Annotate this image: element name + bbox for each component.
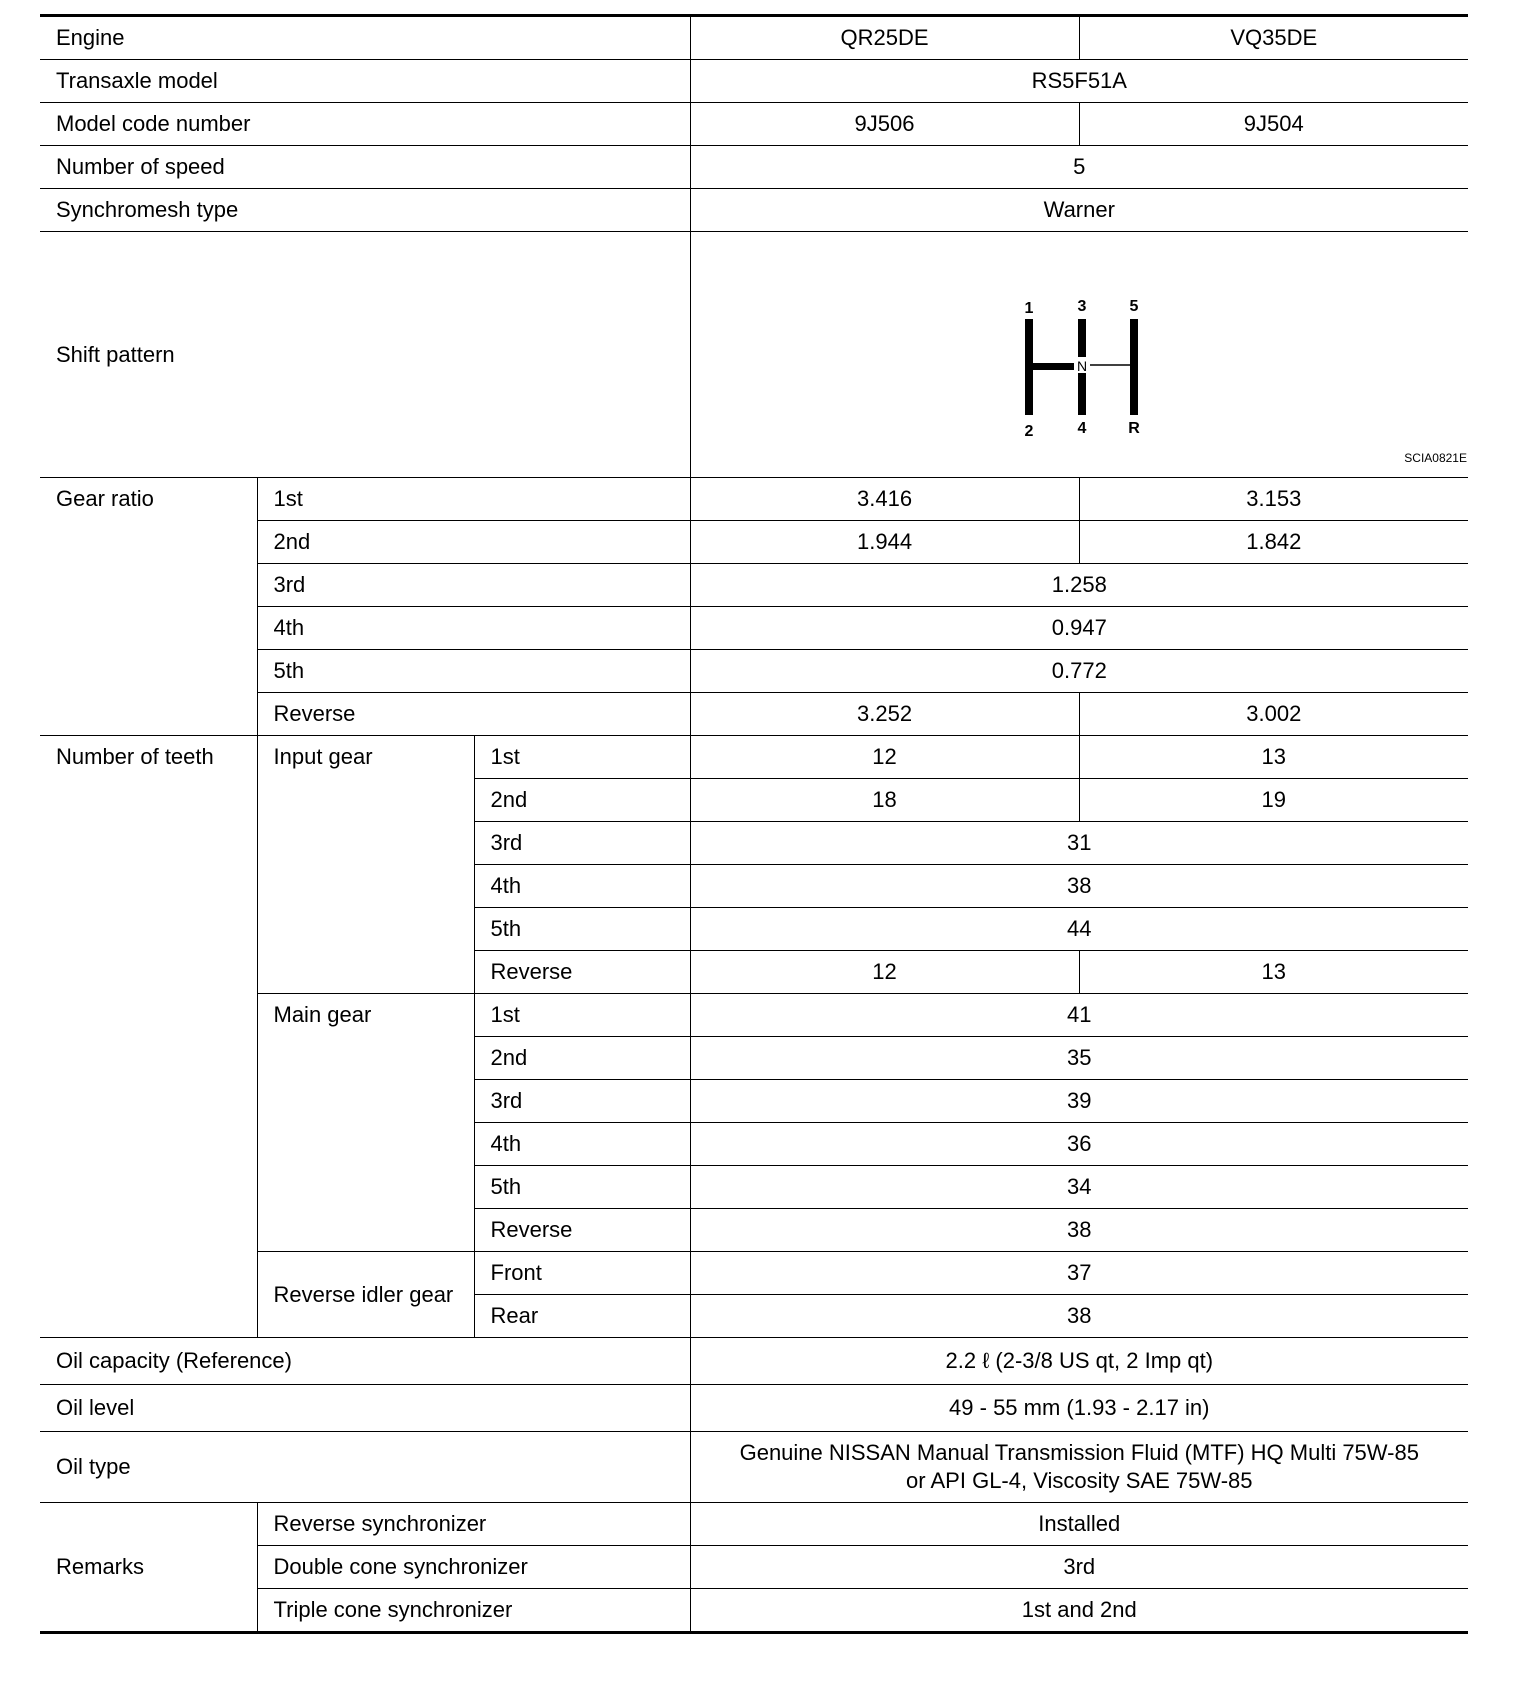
gear-ratio-b: 1.842	[1079, 521, 1468, 564]
oil-type-row	[40, 1432, 1468, 1503]
oil-type-value	[690, 1432, 1468, 1503]
specifications-table	[40, 14, 1468, 1634]
gear-ratio-row	[40, 478, 1468, 521]
model-code-a: 9J506	[690, 103, 1079, 146]
main-gear-value: 35	[690, 1037, 1468, 1080]
number-of-speed-value: 5	[690, 146, 1468, 189]
transaxle-model-row	[40, 60, 1468, 103]
remarks-item: Reverse synchronizer	[257, 1503, 690, 1546]
shift-pattern-row	[40, 232, 1468, 478]
number-of-teeth-label: Number of teeth	[40, 736, 257, 1338]
gear-ratio-gear: Reverse	[257, 693, 690, 736]
input-gear-b: 13	[1079, 951, 1468, 994]
input-gear-gear: 4th	[474, 865, 690, 908]
gear-ratio-label: Gear ratio	[40, 478, 257, 736]
oil-type-line-2: or API GL-4, Viscosity SAE 75W-85	[906, 1468, 1253, 1493]
remarks-row	[40, 1503, 1468, 1546]
gear-1-label: 1	[1024, 300, 1034, 317]
engine-a-header: QR25DE	[690, 16, 1079, 60]
gear-2-label: 2	[1024, 423, 1034, 440]
input-gear-gear: Reverse	[474, 951, 690, 994]
engine-row	[40, 16, 1468, 60]
engine-label: Engine	[40, 16, 690, 60]
gear-ratio-gear: 5th	[257, 650, 690, 693]
input-gear-a: 18	[690, 779, 1079, 822]
synchromesh-label: Synchromesh type	[40, 189, 690, 232]
remarks-label: Remarks	[40, 1503, 257, 1633]
gear-ratio-gear: 1st	[257, 478, 690, 521]
reverse-idler-gear: Front	[474, 1252, 690, 1295]
synchromesh-value: Warner	[690, 189, 1468, 232]
oil-type-line-1: Genuine NISSAN Manual Transmission Fluid (MTF) HQ Multi 75W-85	[739, 1440, 1419, 1465]
gear-ratio-gear: 4th	[257, 607, 690, 650]
input-gear-value: 31	[690, 822, 1468, 865]
gear-ratio-a: 3.252	[690, 693, 1079, 736]
main-gear-value: 36	[690, 1123, 1468, 1166]
main-gear-gear: 1st	[474, 994, 690, 1037]
engine-b-header: VQ35DE	[1079, 16, 1468, 60]
gear-ratio-value: 1.258	[690, 564, 1468, 607]
main-gear-gear: 3rd	[474, 1080, 690, 1123]
model-code-label: Model code number	[40, 103, 690, 146]
gear-ratio-gear: 3rd	[257, 564, 690, 607]
synchromesh-row	[40, 189, 1468, 232]
shift-pattern-icon	[929, 251, 1229, 451]
reverse-idler-label: Reverse idler gear	[257, 1252, 474, 1338]
oil-level-label: Oil level	[40, 1385, 690, 1432]
remarks-value: 1st and 2nd	[690, 1589, 1468, 1633]
input-gear-gear: 2nd	[474, 779, 690, 822]
main-gear-gear: Reverse	[474, 1209, 690, 1252]
input-gear-row	[40, 736, 1468, 779]
gear-ratio-b: 3.153	[1079, 478, 1468, 521]
oil-capacity-value: 2.2 ℓ (2-3/8 US qt, 2 Imp qt)	[690, 1338, 1468, 1385]
input-gear-a: 12	[690, 951, 1079, 994]
remarks-value: Installed	[690, 1503, 1468, 1546]
gear-ratio-gear: 2nd	[257, 521, 690, 564]
gear-ratio-value: 0.947	[690, 607, 1468, 650]
figure-code: SCIA0821E	[1404, 451, 1467, 465]
oil-level-value: 49 - 55 mm (1.93 - 2.17 in)	[690, 1385, 1468, 1432]
input-gear-value: 44	[690, 908, 1468, 951]
input-gear-b: 13	[1079, 736, 1468, 779]
number-of-speed-label: Number of speed	[40, 146, 690, 189]
gear-ratio-a: 3.416	[690, 478, 1079, 521]
input-gear-a: 12	[690, 736, 1079, 779]
input-gear-gear: 3rd	[474, 822, 690, 865]
oil-level-row	[40, 1385, 1468, 1432]
main-gear-value: 38	[690, 1209, 1468, 1252]
gear-r-label: R	[1128, 420, 1141, 437]
shift-pattern-diagram	[929, 251, 1467, 465]
main-gear-value: 34	[690, 1166, 1468, 1209]
oil-type-label: Oil type	[40, 1432, 690, 1503]
neutral-label: N	[1077, 358, 1088, 374]
remarks-value: 3rd	[690, 1546, 1468, 1589]
oil-capacity-label: Oil capacity (Reference)	[40, 1338, 690, 1385]
reverse-idler-value: 37	[690, 1252, 1468, 1295]
gear-3-label: 3	[1077, 298, 1087, 315]
shift-pattern-cell	[690, 232, 1468, 478]
gear-5-label: 5	[1129, 298, 1139, 315]
transaxle-model-label: Transaxle model	[40, 60, 690, 103]
gear-ratio-b: 3.002	[1079, 693, 1468, 736]
gear-ratio-a: 1.944	[690, 521, 1079, 564]
number-of-speed-row	[40, 146, 1468, 189]
main-gear-value: 39	[690, 1080, 1468, 1123]
shift-pattern-label: Shift pattern	[40, 232, 690, 478]
model-code-b: 9J504	[1079, 103, 1468, 146]
input-gear-value: 38	[690, 865, 1468, 908]
main-gear-value: 41	[690, 994, 1468, 1037]
reverse-idler-value: 38	[690, 1295, 1468, 1338]
reverse-idler-gear: Rear	[474, 1295, 690, 1338]
main-gear-label: Main gear	[257, 994, 474, 1252]
gear-ratio-value: 0.772	[690, 650, 1468, 693]
transaxle-model-value: RS5F51A	[690, 60, 1468, 103]
main-gear-gear: 5th	[474, 1166, 690, 1209]
oil-capacity-row	[40, 1338, 1468, 1385]
remarks-item: Double cone synchronizer	[257, 1546, 690, 1589]
input-gear-b: 19	[1079, 779, 1468, 822]
main-gear-gear: 2nd	[474, 1037, 690, 1080]
gear-4-label: 4	[1077, 420, 1087, 437]
input-gear-gear: 5th	[474, 908, 690, 951]
model-code-row	[40, 103, 1468, 146]
remarks-item: Triple cone synchronizer	[257, 1589, 690, 1633]
main-gear-gear: 4th	[474, 1123, 690, 1166]
input-gear-label: Input gear	[257, 736, 474, 994]
input-gear-gear: 1st	[474, 736, 690, 779]
